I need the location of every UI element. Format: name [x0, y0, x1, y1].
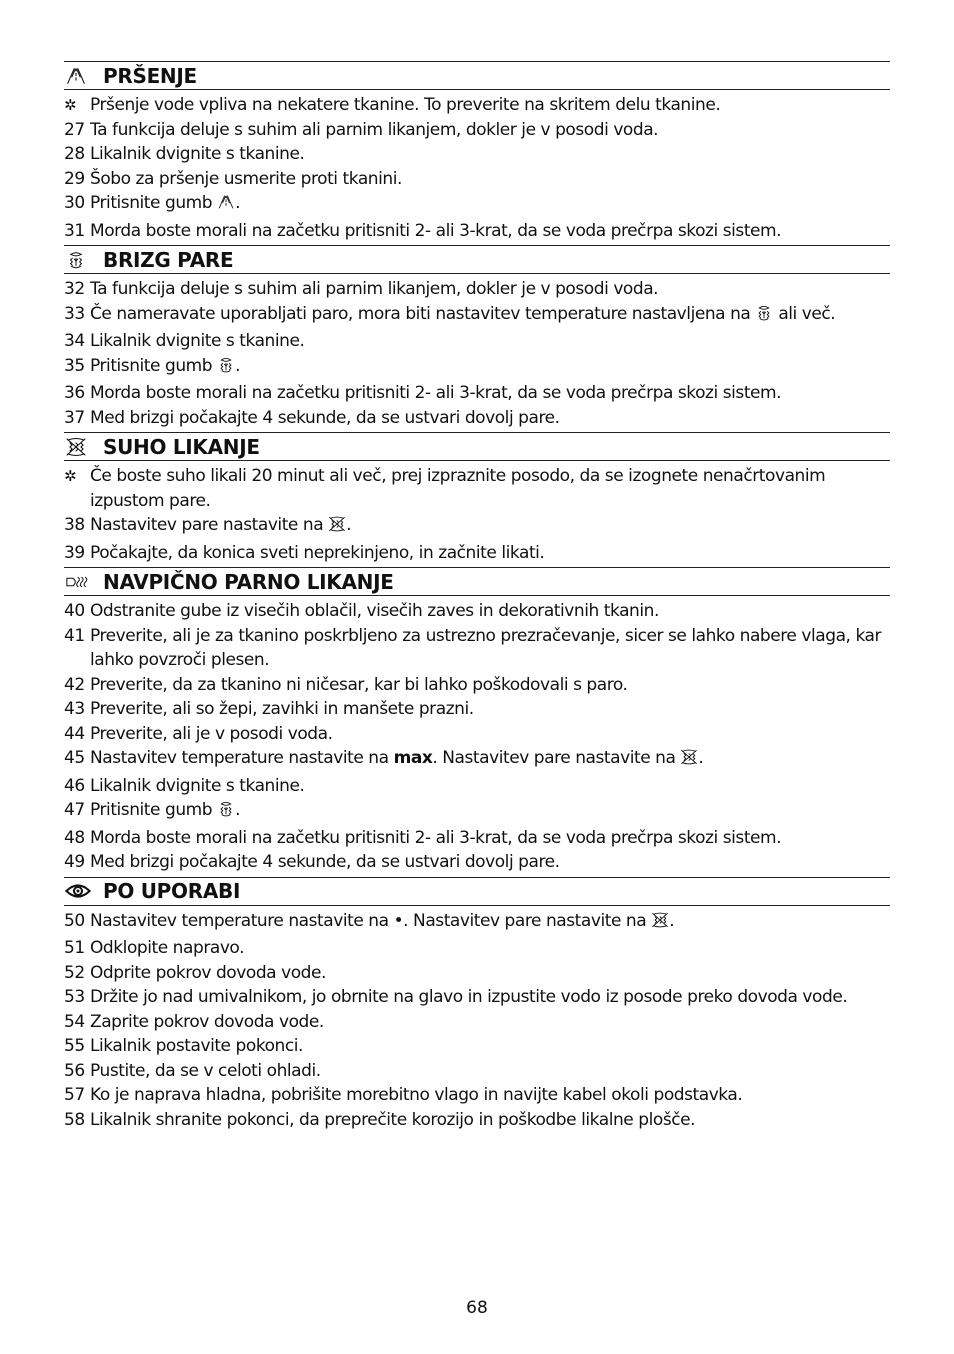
list-item	[64, 219, 890, 244]
section-header	[64, 432, 890, 461]
item-number: 36	[64, 383, 85, 403]
item-number: 30	[64, 193, 85, 213]
item-text: Ko je naprava hladna, pobrišite morebitno vlago in navijte kabel okoli podstavka.	[90, 1085, 743, 1105]
item-number: 39	[64, 542, 85, 563]
item-number: 32	[64, 279, 85, 299]
item-text: Če nameravate uporabljati paro, mora biti nastavitev temperature nastavljena na ali več.	[90, 302, 890, 330]
list-item	[64, 513, 890, 541]
item-number: 31	[64, 220, 85, 241]
item-text: Pršenje vode vpliva na nekatere tkanine. To preverite na skritem delu tkanine.	[90, 95, 721, 115]
list-item	[64, 1034, 890, 1059]
list-item	[64, 961, 890, 986]
item-text: Nastavitev pare nastavite na .	[90, 513, 890, 541]
bold-value: max	[393, 748, 433, 768]
warning-icon: ✲	[64, 467, 77, 485]
list-item	[64, 746, 890, 774]
list-item	[64, 798, 890, 826]
list-item	[64, 1108, 890, 1133]
item-text: Držite jo nad umivalnikom, jo obrnite na glavo in izpustite vodo iz posode preko dovoda vode.	[90, 987, 848, 1007]
steam-burst-icon	[217, 800, 235, 826]
list-item	[64, 464, 890, 513]
item-number: 53	[64, 987, 85, 1007]
item-number: 49	[64, 852, 85, 872]
no-steam-icon	[328, 515, 346, 541]
item-text: Počakajte, da konica sveti neprekinjeno, in začnite likati.	[90, 542, 545, 563]
item-text: Preverite, ali je za tkanino poskrbljeno za ustrezno prezračevanje, sicer se lahko nabere vlaga, kar lahko povzroči plesen.	[90, 625, 882, 670]
list-item	[64, 191, 890, 219]
item-text: Preverite, da za tkanino ni ničesar, kar bi lahko poškodovali s paro.	[90, 674, 628, 695]
section-header	[64, 245, 890, 274]
manual-page	[64, 61, 890, 1134]
spray-icon	[217, 193, 235, 219]
item-text: Likalnik dvignite s tkanine.	[90, 775, 305, 796]
item-text: Pritisnite gumb .	[90, 798, 890, 826]
item-number: 29	[64, 168, 85, 189]
item-number: 28	[64, 144, 85, 164]
item-text: Ta funkcija deluje s suhim ali parnim likanjem, dokler je v posodi voda.	[90, 279, 659, 299]
steam-burst-icon	[217, 356, 235, 382]
list-item	[64, 329, 890, 354]
item-number: 58	[64, 1109, 85, 1130]
list-item	[64, 354, 890, 382]
no-steam-icon	[680, 748, 698, 774]
item-text: Nastavitev temperature nastavite na max. Nastavitev pare nastavite na .	[90, 746, 890, 774]
list-item	[64, 850, 890, 875]
page-number: 68	[466, 1298, 488, 1318]
no-steam-icon	[65, 437, 91, 457]
section-1	[64, 245, 890, 432]
item-number: 47	[64, 800, 85, 820]
item-number: 34	[64, 331, 85, 351]
item-number: 57	[64, 1085, 85, 1105]
section-3	[64, 567, 890, 877]
list-item	[64, 381, 890, 406]
item-number: 50	[64, 910, 85, 931]
item-number: 41	[64, 625, 85, 646]
list-item	[64, 118, 890, 143]
list-item	[64, 936, 890, 961]
item-text: Pritisnite gumb .	[90, 191, 890, 219]
section-header	[64, 61, 890, 90]
item-number: 43	[64, 699, 85, 719]
spray-icon	[65, 66, 91, 86]
item-text: Preverite, ali je v posodi voda.	[90, 723, 333, 744]
item-text: Pustite, da se v celoti ohladi.	[90, 1060, 321, 1081]
item-number: 54	[64, 1011, 85, 1032]
item-text: Pritisnite gumb .	[90, 354, 890, 382]
item-text: Odprite pokrov dovoda vode.	[90, 962, 326, 983]
section-2	[64, 432, 890, 567]
eye-icon	[65, 881, 91, 901]
item-text: Med brizgi počakajte 4 sekunde, da se ustvari dovolj pare.	[90, 852, 560, 872]
list-item	[64, 909, 890, 937]
item-number: 51	[64, 938, 85, 958]
item-number: 45	[64, 748, 85, 768]
list-item	[64, 302, 890, 330]
item-text: Nastavitev temperature nastavite na •. Nastavitev pare nastavite na .	[90, 909, 890, 937]
item-number: 35	[64, 355, 85, 376]
item-number: 27	[64, 119, 85, 140]
section-header	[64, 567, 890, 596]
list-item	[64, 277, 890, 302]
item-number: 56	[64, 1060, 85, 1081]
list-item	[64, 624, 890, 673]
item-text: Morda boste morali na začetku pritisniti 2- ali 3-krat, da se voda prečrpa skozi sistem.	[90, 827, 782, 848]
list-item	[64, 985, 890, 1010]
item-text: Odklopite napravo.	[90, 938, 245, 958]
list-item	[64, 1083, 890, 1108]
list-item	[64, 1010, 890, 1035]
item-number: 46	[64, 775, 85, 796]
section-title: PRŠENJE	[103, 63, 197, 88]
list-item	[64, 406, 890, 431]
item-text: Ta funkcija deluje s suhim ali parnim likanjem, dokler je v posodi voda.	[90, 119, 659, 140]
item-number: 38	[64, 515, 85, 535]
list-item	[64, 774, 890, 799]
section-4	[64, 877, 890, 1135]
list-item	[64, 826, 890, 851]
list-item	[64, 541, 890, 566]
item-text: Odstranite gube iz visečih oblačil, visečih zaves in dekorativnih tkanin.	[90, 601, 659, 621]
item-number: 42	[64, 674, 85, 695]
warning-icon: ✲	[64, 96, 77, 114]
list-item	[64, 1059, 890, 1084]
item-text: Šobo za pršenje usmerite proti tkanini.	[90, 168, 402, 189]
item-text: Med brizgi počakajte 4 sekunde, da se ustvari dovolj pare.	[90, 407, 560, 428]
steam-burst-icon	[755, 304, 773, 330]
item-text: Likalnik dvignite s tkanine.	[90, 144, 305, 164]
steam-burst-icon	[65, 250, 91, 270]
list-item	[64, 722, 890, 747]
section-0	[64, 61, 890, 245]
item-number: 33	[64, 303, 85, 324]
item-number: 52	[64, 962, 85, 983]
section-title: NAVPIČNO PARNO LIKANJE	[103, 569, 394, 594]
list-item	[64, 167, 890, 192]
list-item	[64, 697, 890, 722]
item-text: Zaprite pokrov dovoda vode.	[90, 1011, 324, 1032]
section-title: SUHO LIKANJE	[103, 434, 260, 459]
item-text: Likalnik postavite pokonci.	[90, 1036, 304, 1056]
item-text: Morda boste morali na začetku pritisniti 2- ali 3-krat, da se voda prečrpa skozi sistem.	[90, 383, 782, 403]
vertical-steam-icon	[65, 572, 91, 592]
list-item	[64, 93, 890, 118]
item-number: 40	[64, 601, 85, 621]
item-text: Likalnik dvignite s tkanine.	[90, 331, 305, 351]
item-number: 44	[64, 723, 85, 744]
item-number: 55	[64, 1036, 85, 1056]
item-number: 48	[64, 827, 85, 848]
item-text: Morda boste morali na začetku pritisniti 2- ali 3-krat, da se voda prečrpa skozi sistem.	[90, 220, 782, 241]
no-steam-icon	[651, 911, 669, 937]
list-item	[64, 599, 890, 624]
list-item	[64, 142, 890, 167]
section-title: PO UPORABI	[103, 879, 241, 903]
list-item	[64, 673, 890, 698]
item-text: Če boste suho likali 20 minut ali več, prej izpraznite posodo, da se izognete nenačrtovanim izpustom pare.	[90, 466, 826, 511]
section-title: BRIZG PARE	[103, 247, 234, 272]
item-number: 37	[64, 407, 85, 428]
dot-symbol: •	[393, 910, 404, 931]
item-text: Likalnik shranite pokonci, da preprečite korozijo in poškodbe likalne plošče.	[90, 1109, 696, 1130]
item-text: Preverite, ali so žepi, zavihki in manšete prazni.	[90, 699, 474, 719]
section-header	[64, 877, 890, 906]
